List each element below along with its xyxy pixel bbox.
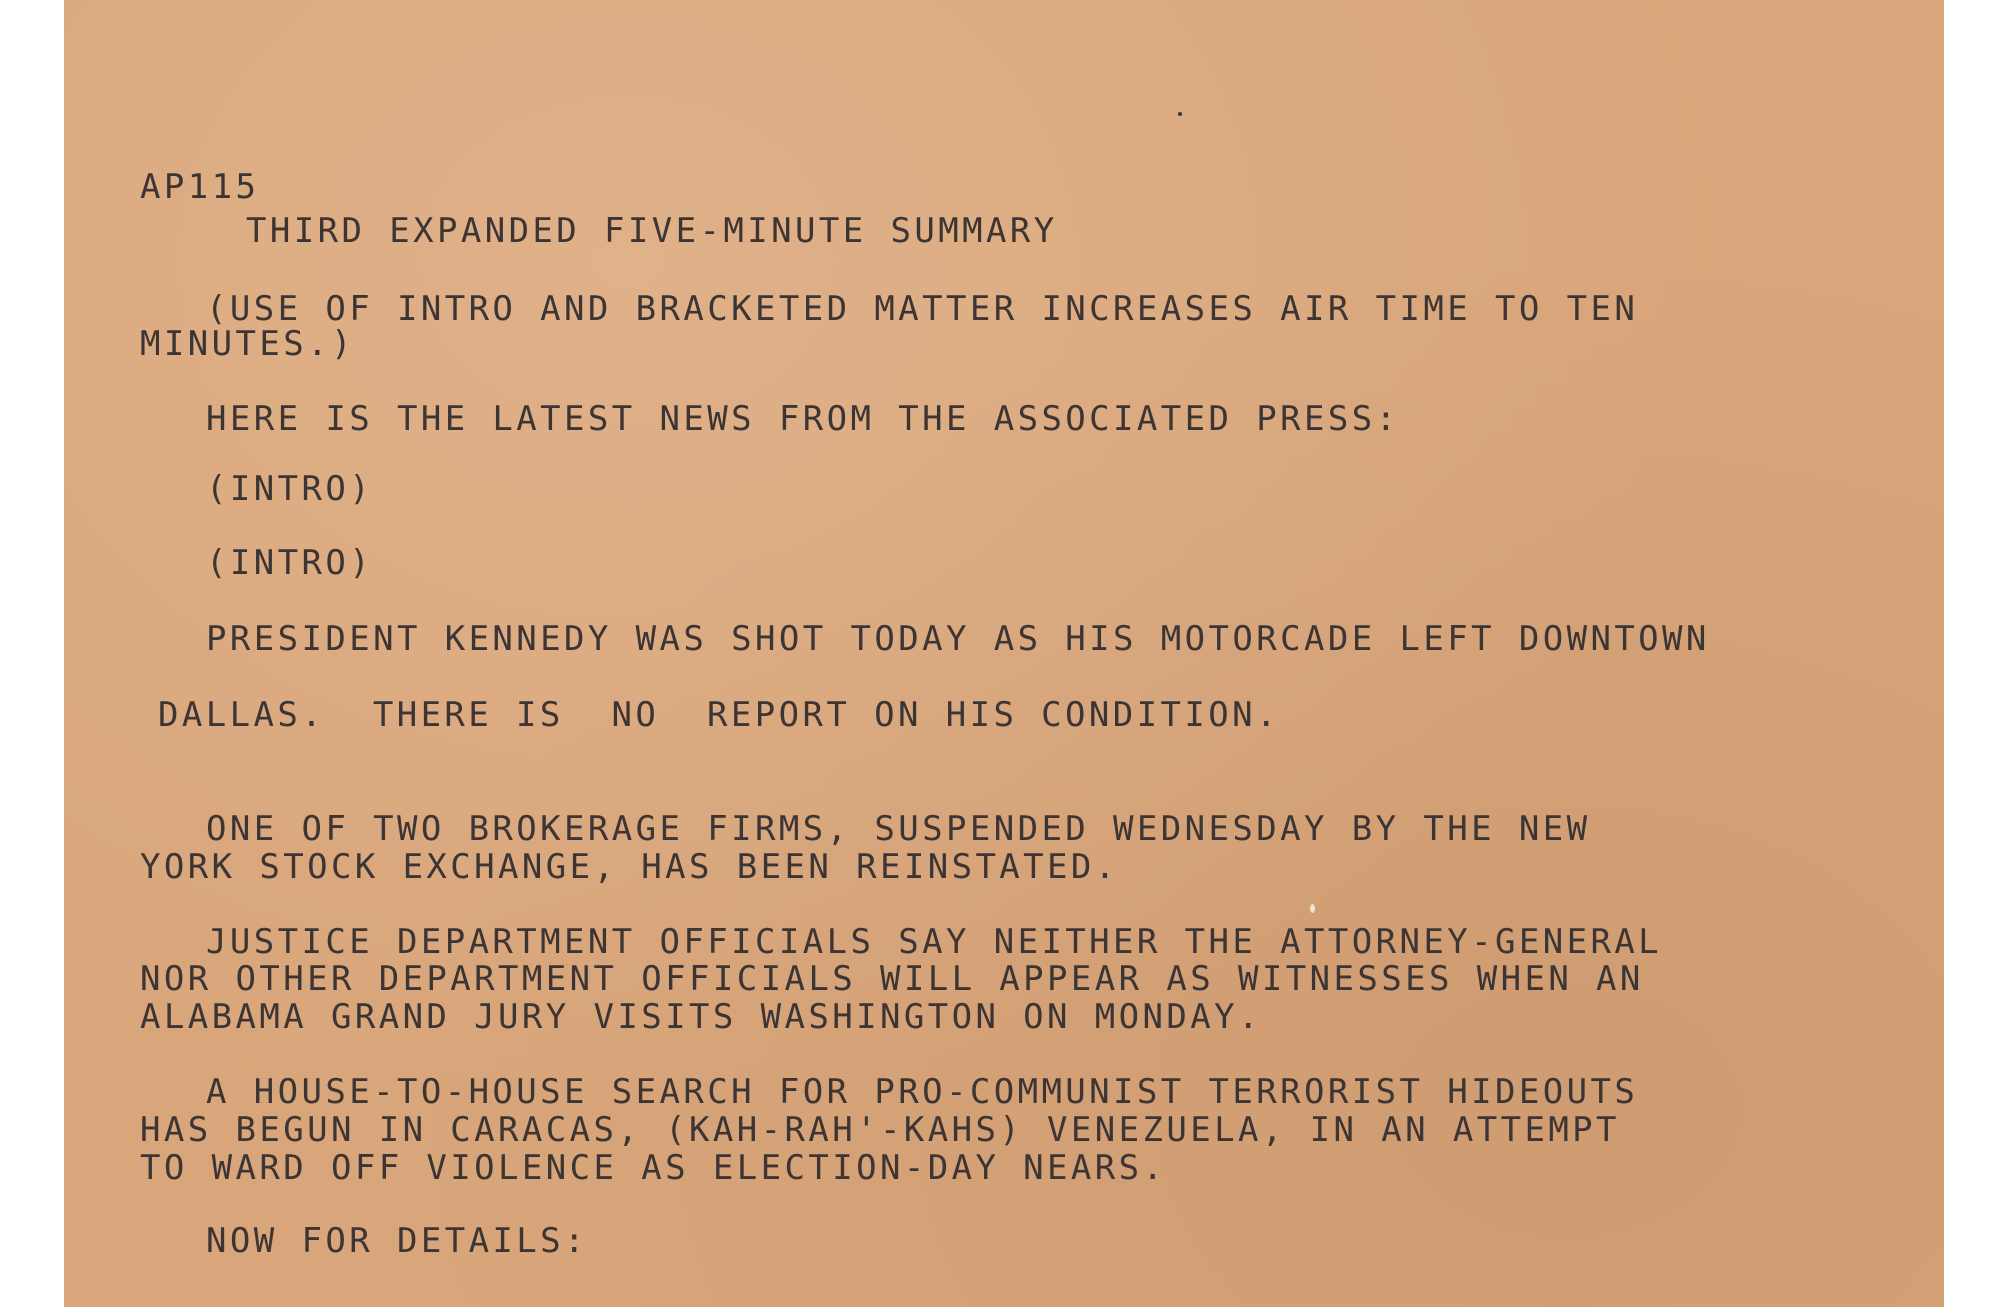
bulletin-line-2: DALLAS. THERE IS NO REPORT ON HIS CONDITION. xyxy=(158,695,1280,735)
story-line: ONE OF TWO BROKERAGE FIRMS, SUSPENDED WEDNESDAY BY THE NEW xyxy=(206,809,1591,849)
story-line: NOR OTHER DEPARTMENT OFFICIALS WILL APPEAR AS WITNESSES WHEN AN xyxy=(140,959,1644,999)
summary-title: THIRD EXPANDED FIVE-MINUTE SUMMARY xyxy=(246,211,1058,251)
teletype-sheet xyxy=(64,0,1944,1307)
air-time-note-line-2: MINUTES.) xyxy=(140,324,355,364)
story-line: YORK STOCK EXCHANGE, HAS BEEN REINSTATED. xyxy=(140,847,1119,887)
lead-line: HERE IS THE LATEST NEWS FROM THE ASSOCIATED PRESS: xyxy=(206,399,1400,439)
story-line: A HOUSE-TO-HOUSE SEARCH FOR PRO-COMMUNIST TERRORIST HIDEOUTS xyxy=(206,1072,1639,1112)
intro-marker: (INTRO) xyxy=(206,469,374,509)
story-slug: AP115 xyxy=(140,167,260,207)
story-line: TO WARD OFF VIOLENCE AS ELECTION-DAY NEARS. xyxy=(140,1148,1167,1188)
paper-speck xyxy=(1310,904,1315,913)
story-line: ALABAMA GRAND JURY VISITS WASHINGTON ON MONDAY. xyxy=(140,997,1262,1037)
story-line: HAS BEGUN IN CARACAS, (KAH-RAH'-KAHS) VENEZUELA, IN AN ATTEMPT xyxy=(140,1110,1620,1150)
bulletin-line-1: PRESIDENT KENNEDY WAS SHOT TODAY AS HIS MOTORCADE LEFT DOWNTOWN xyxy=(206,619,1710,659)
intro-marker: (INTRO) xyxy=(206,543,374,583)
story-line: JUSTICE DEPARTMENT OFFICIALS SAY NEITHER THE ATTORNEY-GENERAL xyxy=(206,922,1663,962)
air-time-note-line-1: (USE OF INTRO AND BRACKETED MATTER INCREASES AIR TIME TO TEN xyxy=(206,289,1639,329)
paper-speck xyxy=(1178,112,1182,116)
closing-line: NOW FOR DETAILS: xyxy=(206,1221,588,1261)
